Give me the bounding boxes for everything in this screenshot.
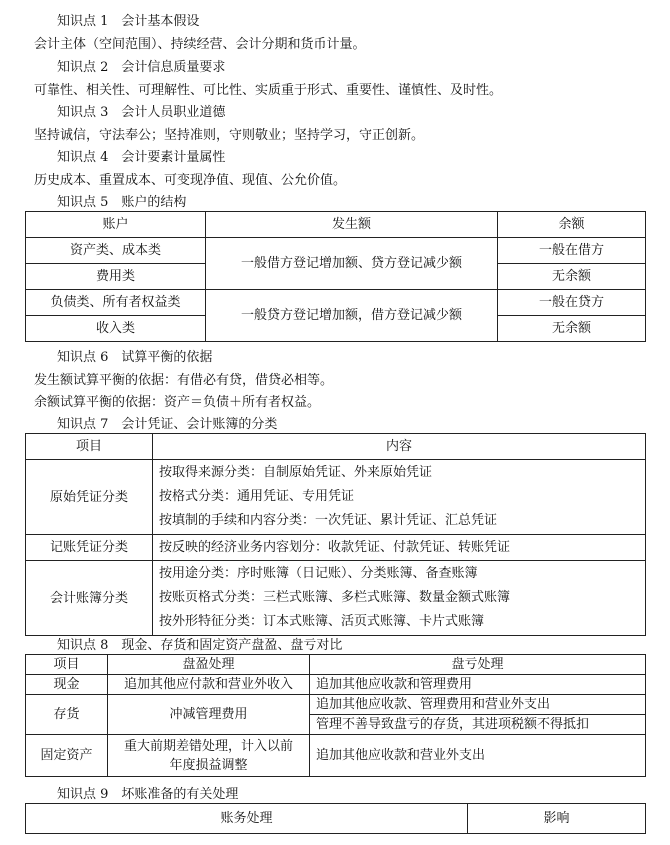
amount-credit-cell: 一般贷方登记增加额，借方登记减少额 — [206, 290, 498, 342]
content-line: 按格式分类：通用凭证、专用凭证 — [159, 489, 355, 504]
kp5-title: 知识点 5 账户的结构 — [57, 195, 187, 210]
kp2-title: 知识点 2 会计信息质量要求 — [57, 60, 226, 75]
kp9-title: 知识点 9 坏账准备的有关处理 — [57, 787, 239, 802]
header-deficit: 盘亏处理 — [310, 655, 646, 675]
header-accounting: 账务处理 — [26, 804, 468, 834]
kp6-line2: 余额试算平衡的依据：资产＝负债＋所有者权益。 — [34, 395, 321, 410]
account-cell: 资产类、成本类 — [26, 238, 206, 264]
kp8-title: 知识点 8 现金、存货和固定资产盘盈、盘亏对比 — [57, 638, 343, 653]
balance-cell: 无余额 — [498, 264, 646, 290]
kp3-title: 知识点 3 会计人员职业道德 — [57, 105, 226, 120]
inventory-deficit: 追加其他应收款、管理费用和营业外支出 — [310, 695, 646, 715]
kp1-text: 会计主体（空间范围）、持续经营、会计分期和货币计量。 — [34, 37, 366, 52]
balance-cell: 一般在借方 — [498, 238, 646, 264]
header-item: 项目 — [26, 655, 108, 675]
item-fixed-assets: 固定资产 — [26, 735, 108, 777]
original-voucher-content — [153, 460, 646, 535]
content-line: 按账页格式分类：三栏式账簿、多栏式账簿、数量金额式账簿 — [159, 590, 511, 605]
kp1-title: 知识点 1 会计基本假设 — [57, 14, 200, 29]
kp7-title: 知识点 7 会计凭证、会计账簿的分类 — [57, 417, 278, 432]
account-structure-table — [25, 211, 646, 342]
header-amount: 发生额 — [206, 212, 498, 238]
kp6-title: 知识点 6 试算平衡的依据 — [57, 350, 213, 365]
cash-deficit: 追加其他应收款和管理费用 — [310, 675, 646, 695]
content-line: 按外形特征分类：订本式账簿、活页式账簿、卡片式账簿 — [159, 614, 485, 629]
header-content: 内容 — [153, 434, 646, 460]
fixed-assets-deficit: 追加其他应收款和营业外支出 — [310, 735, 646, 777]
cash-surplus: 追加其他应付款和营业外收入 — [108, 675, 310, 695]
kp3-text: 坚持诚信，守法奉公；坚持准则，守则敬业；坚持学习，守正创新。 — [34, 128, 425, 143]
account-cell: 负债类、所有者权益类 — [26, 290, 206, 316]
balance-cell: 一般在贷方 — [498, 290, 646, 316]
account-cell: 费用类 — [26, 264, 206, 290]
header-surplus: 盘盈处理 — [108, 655, 310, 675]
content-line: 按反映的经济业务内容划分：收款凭证、付款凭证、转账凭证 — [153, 535, 646, 561]
kp4-text: 历史成本、重置成本、可变现净值、现值、公允价值。 — [34, 173, 347, 188]
kp6-line1: 发生额试算平衡的依据：有借必有贷，借贷必相等。 — [34, 373, 334, 388]
surplus-deficit-table — [25, 654, 646, 777]
balance-cell: 无余额 — [498, 316, 646, 342]
kp2-text: 可靠性、相关性、可理解性、可比性、实质重于形式、重要性、谨慎性、及时性。 — [34, 83, 503, 98]
inventory-surplus: 冲减管理费用 — [108, 695, 310, 735]
account-book-label: 会计账簿分类 — [26, 561, 153, 636]
original-voucher-label: 原始凭证分类 — [26, 460, 153, 535]
voucher-book-table — [25, 433, 646, 636]
item-cash: 现金 — [26, 675, 108, 695]
account-book-content — [153, 561, 646, 636]
account-cell: 收入类 — [26, 316, 206, 342]
kp4-title: 知识点 4 会计要素计量属性 — [57, 150, 226, 165]
bad-debt-table — [25, 803, 646, 834]
fixed-assets-surplus: 重大前期差错处理，计入以前年度损益调整 — [108, 735, 310, 777]
content-line: 按取得来源分类：自制原始凭证、外来原始凭证 — [159, 465, 433, 480]
journal-voucher-label: 记账凭证分类 — [26, 535, 153, 561]
header-balance: 余额 — [498, 212, 646, 238]
content-line: 按填制的手续和内容分类：一次凭证、累计凭证、汇总凭证 — [159, 513, 498, 528]
header-account: 账户 — [26, 212, 206, 238]
item-inventory: 存货 — [26, 695, 108, 735]
inventory-deficit-note: 管理不善导致盘亏的存货，其进项税额不得抵扣 — [310, 715, 646, 735]
header-impact: 影响 — [468, 804, 646, 834]
content-line: 按用途分类：序时账簿（日记账）、分类账簿、备查账簿 — [159, 566, 478, 581]
header-item: 项目 — [26, 434, 153, 460]
amount-debit-cell: 一般借方登记增加额、贷方登记减少额 — [206, 238, 498, 290]
